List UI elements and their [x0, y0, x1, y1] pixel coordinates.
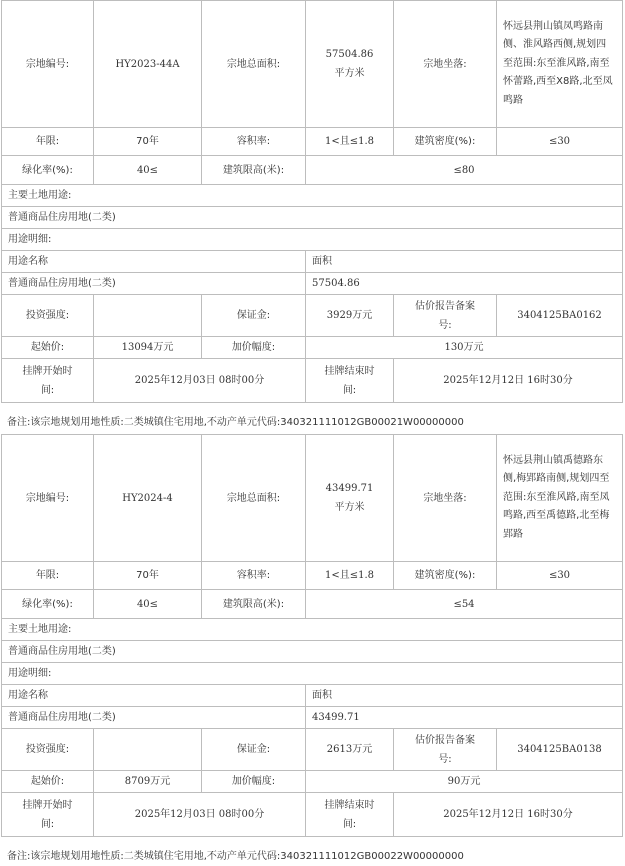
deposit-value: 2613万元 [305, 728, 394, 771]
far-label: 容积率: [201, 127, 306, 156]
main-use-value: 普通商品住房用地(二类) [1, 206, 623, 229]
listing-end-value: 2025年12月12日 16时30分 [393, 358, 623, 403]
invest-value [93, 294, 202, 337]
start-price-value: 13094万元 [93, 336, 202, 359]
deposit-value: 3929万元 [305, 294, 394, 337]
area-header: 面积 [305, 250, 623, 273]
invest-label: 投资强度: [1, 728, 94, 771]
listing-end-label-line1: 挂牌结束时 [324, 365, 375, 377]
use-name-header: 用途名称 [1, 250, 306, 273]
parcel-no-label: 宗地编号: [1, 0, 94, 128]
height-label: 建筑限高(米): [201, 155, 306, 185]
listing-start-value: 2025年12月03日 08时00分 [93, 792, 306, 837]
main-use-label: 主要土地用途: [1, 184, 623, 207]
invest-label: 投资强度: [1, 294, 94, 337]
main-use-value: 普通商品住房用地(二类) [1, 640, 623, 663]
total-area-value: 43499.71 [325, 483, 374, 494]
location-value: 怀远县荆山镇凤鸣路南侧、淮风路西侧,规划四至范围:东至淮风路,南至怀蕾路,西至X8路,北至凤鸣路 [496, 0, 623, 128]
use-detail-label: 用途明细: [1, 662, 623, 685]
green-value: 40≤ [93, 155, 202, 185]
listing-end-label [305, 358, 394, 403]
parcel-table-1 [1, 0, 623, 432]
total-area-value: 57504.86 [325, 49, 374, 60]
height-value: ≤54 [305, 589, 623, 619]
use-name-value: 普通商品住房用地(二类) [1, 706, 306, 729]
total-area-label: 宗地总面积: [201, 0, 306, 128]
listing-end-label-line1: 挂牌结束时 [324, 799, 375, 811]
start-price-value: 8709万元 [93, 770, 202, 793]
term-label: 年限: [1, 127, 94, 156]
green-value: 40≤ [93, 589, 202, 619]
term-value: 70年 [93, 127, 202, 156]
deposit-label: 保证金: [201, 728, 306, 771]
far-value: 1<且≤1.8 [305, 561, 394, 590]
height-label: 建筑限高(米): [201, 589, 306, 619]
total-area-cell [305, 434, 394, 562]
term-label: 年限: [1, 561, 94, 590]
use-name-header: 用途名称 [1, 684, 306, 707]
term-value: 70年 [93, 561, 202, 590]
increment-label: 加价幅度: [201, 336, 306, 359]
use-name-value: 普通商品住房用地(二类) [1, 272, 306, 295]
listing-start-label-line1: 挂牌开始时 [22, 799, 73, 811]
green-label: 绿化率(%): [1, 589, 94, 619]
main-use-label: 主要土地用途: [1, 618, 623, 641]
parcel-no-value: HY2023-44A [93, 0, 202, 128]
valuation-label-line2: 号: [438, 753, 452, 765]
total-area-cell [305, 0, 394, 128]
valuation-label [393, 294, 497, 337]
total-area-label: 宗地总面积: [201, 434, 306, 562]
far-value: 1<且≤1.8 [305, 127, 394, 156]
parcel-2-note: 备注:该宗地规划用地性质:二类城镇住宅用地,不动产单元代码:340321111012GB00022W00000000 [7, 851, 464, 862]
density-label: 建筑密度(%): [393, 127, 497, 156]
far-label: 容积率: [201, 561, 306, 590]
start-price-label: 起始价: [1, 770, 94, 793]
valuation-label [393, 728, 497, 771]
listing-end-label [305, 792, 394, 837]
listing-end-label-line2: 间: [342, 384, 357, 396]
increment-label: 加价幅度: [201, 770, 306, 793]
valuation-value: 3404125BA0138 [496, 728, 623, 771]
listing-start-label-line1: 挂牌开始时 [22, 365, 73, 377]
listing-start-label-line2: 间: [40, 818, 55, 830]
density-value: ≤30 [496, 561, 623, 590]
parcel-table-2 [1, 434, 623, 864]
increment-value: 90万元 [305, 770, 623, 793]
start-price-label: 起始价: [1, 336, 94, 359]
area-header: 面积 [305, 684, 623, 707]
density-label: 建筑密度(%): [393, 561, 497, 590]
parcel-1-note: 备注:该宗地规划用地性质:二类城镇住宅用地,不动产单元代码:340321111012GB00021W00000000 [7, 417, 464, 428]
listing-start-label [1, 792, 94, 837]
listing-start-value: 2025年12月03日 08时00分 [93, 358, 306, 403]
parcel-no-label: 宗地编号: [1, 434, 94, 562]
use-area-value: 57504.86 [305, 272, 623, 295]
location-label: 宗地坐落: [393, 0, 497, 128]
location-label: 宗地坐落: [393, 434, 497, 562]
increment-value: 130万元 [305, 336, 623, 359]
listing-start-label [1, 358, 94, 403]
parcel-no-value: HY2024-4 [93, 434, 202, 562]
listing-end-value: 2025年12月12日 16时30分 [393, 792, 623, 837]
valuation-label-line1: 估价报告备案 [415, 300, 475, 312]
invest-value [93, 728, 202, 771]
use-area-value: 43499.71 [305, 706, 623, 729]
use-detail-label: 用途明细: [1, 228, 623, 251]
area-unit: 平方米 [334, 68, 365, 79]
deposit-label: 保证金: [201, 294, 306, 337]
listing-end-label-line2: 间: [342, 818, 357, 830]
green-label: 绿化率(%): [1, 155, 94, 185]
valuation-label-line1: 估价报告备案 [415, 734, 475, 746]
height-value: ≤80 [305, 155, 623, 185]
density-value: ≤30 [496, 127, 623, 156]
valuation-label-line2: 号: [438, 319, 452, 331]
location-value: 怀远县荆山镇禹德路东侧,梅郢路南侧,规划四至范围:东至淮风路,南至凤鸣路,西至禹德路,北至梅郢路 [496, 434, 623, 562]
valuation-value: 3404125BA0162 [496, 294, 623, 337]
listing-start-label-line2: 间: [40, 384, 55, 396]
area-unit: 平方米 [334, 502, 365, 513]
